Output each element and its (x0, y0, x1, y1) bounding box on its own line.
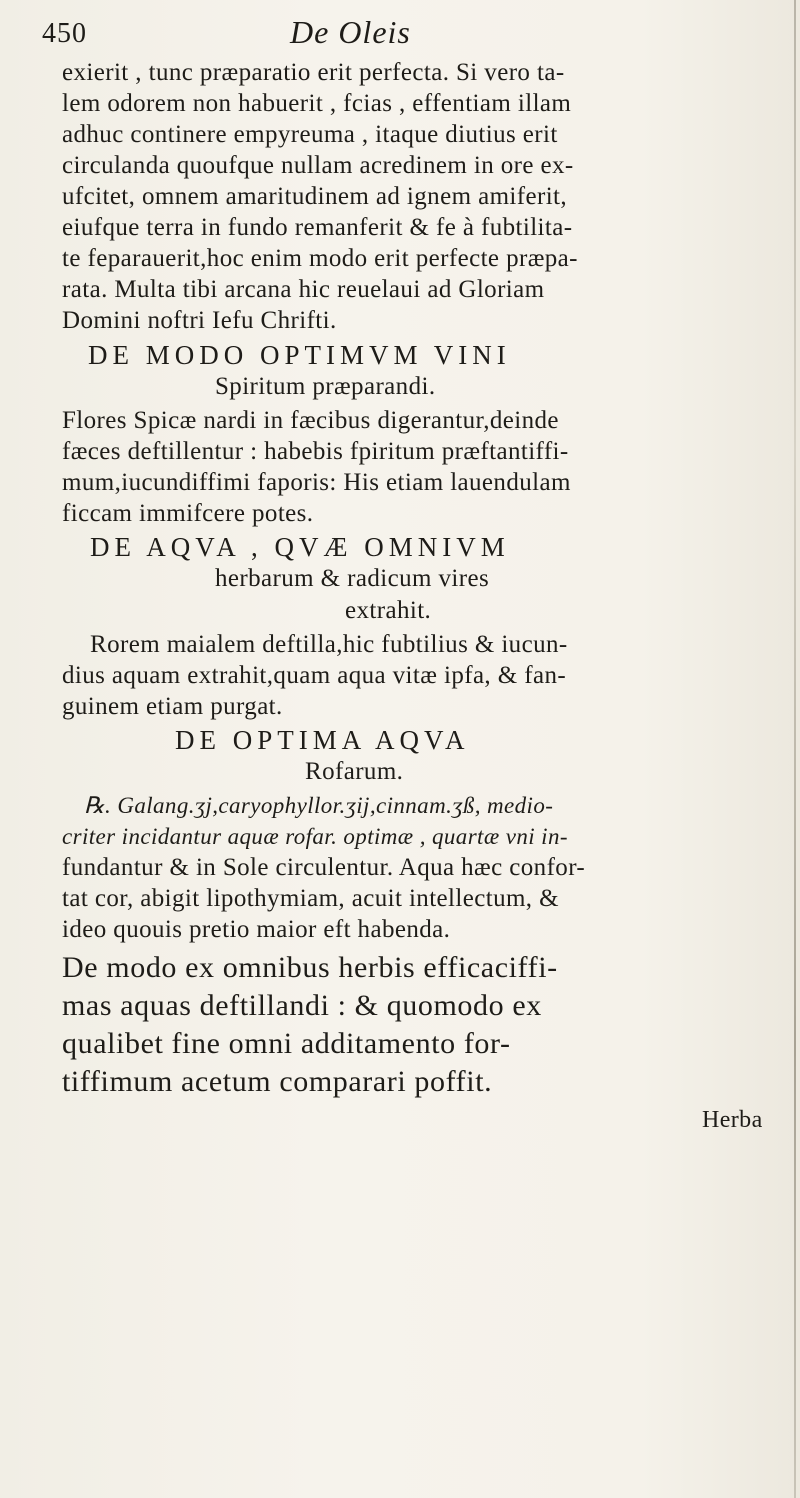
section-subheading: herbarum & radicum vires (215, 565, 490, 592)
text-line: eiufque terra in fundo remanferit & fe à fubtilita- (62, 214, 573, 241)
text-line: ficcam immifcere potes. (62, 500, 314, 527)
page-number: 450 (42, 18, 87, 49)
text-line: tat cor, abigit lipothymiam, acuit intellectum, & (62, 885, 559, 912)
chapter-heading-line: mas aquas deftillandi : & quomodo ex (62, 989, 542, 1022)
chapter-heading-line: De modo ex omnibus herbis efficaciffi- (62, 951, 558, 984)
text-line: exierit , tunc præparatio erit perfecta. Si vero ta- (62, 59, 565, 86)
text-line: rata. Multa tibi arcana hic reuelaui ad Gloriam (62, 276, 545, 303)
running-title: De Oleis (290, 14, 411, 50)
section-heading: DE MODO OPTIMVM VINI (88, 340, 511, 370)
text-line: dius aquam extrahit,quam aqua vitæ ipfa, & fan- (62, 662, 567, 689)
text-line: ufcitet, omnem amaritudinem ad ignem amiferit, (62, 183, 568, 210)
text-line: ideo quouis pretio maior eft habenda. (62, 916, 451, 943)
text-line: Flores Spicæ nardi in fæcibus digerantur,deinde (62, 407, 559, 434)
chapter-heading-line: qualibet fine omni additamento for- (62, 1027, 511, 1060)
page-edge (794, 0, 796, 1498)
text-line: mum,iucundiffimi faporis: His etiam lauendulam (62, 469, 571, 496)
text-line: lem odorem non habuerit , fcias , effentiam illam (62, 90, 572, 117)
section-heading: DE AQVA , QVÆ OMNIVM (90, 532, 510, 562)
text-line: Rorem maialem deftilla,hic fubtilius & iucun- (90, 631, 568, 658)
recipe-line: criter incidantur aquæ rofar. optimæ , quartæ vni in- (62, 824, 568, 849)
chapter-heading-line: tiffimum acetum comparari poffit. (62, 1065, 493, 1098)
text-line: te feparauerit,hoc enim modo erit perfecte præpa- (62, 245, 578, 272)
text-line: fundantur & in Sole circulentur. Aqua hæc confor- (62, 854, 586, 881)
section-subheading: extrahit. (345, 597, 432, 624)
recipe-line: ℞. Galang.ʒj,caryophyllor.ʒij,cinnam.ʒß, medio- (84, 793, 554, 818)
catchword: Herba (702, 1107, 763, 1133)
section-heading: DE OPTIMA AQVA (175, 725, 470, 755)
text-line: fæces deftillentur : habebis fpiritum præftantiffi- (62, 438, 569, 465)
section-subheading: Rofarum. (305, 758, 404, 785)
text-line: adhuc continere empyreuma , itaque diutius erit (62, 121, 558, 148)
page-header (0, 14, 800, 54)
text-line: guinem etiam purgat. (62, 693, 283, 720)
section-subheading: Spiritum præparandi. (215, 373, 436, 400)
text-line: Domini noftri Iefu Chrifti. (62, 307, 337, 334)
text-line: circulanda quoufque nullam acredinem in ore ex- (62, 152, 574, 179)
